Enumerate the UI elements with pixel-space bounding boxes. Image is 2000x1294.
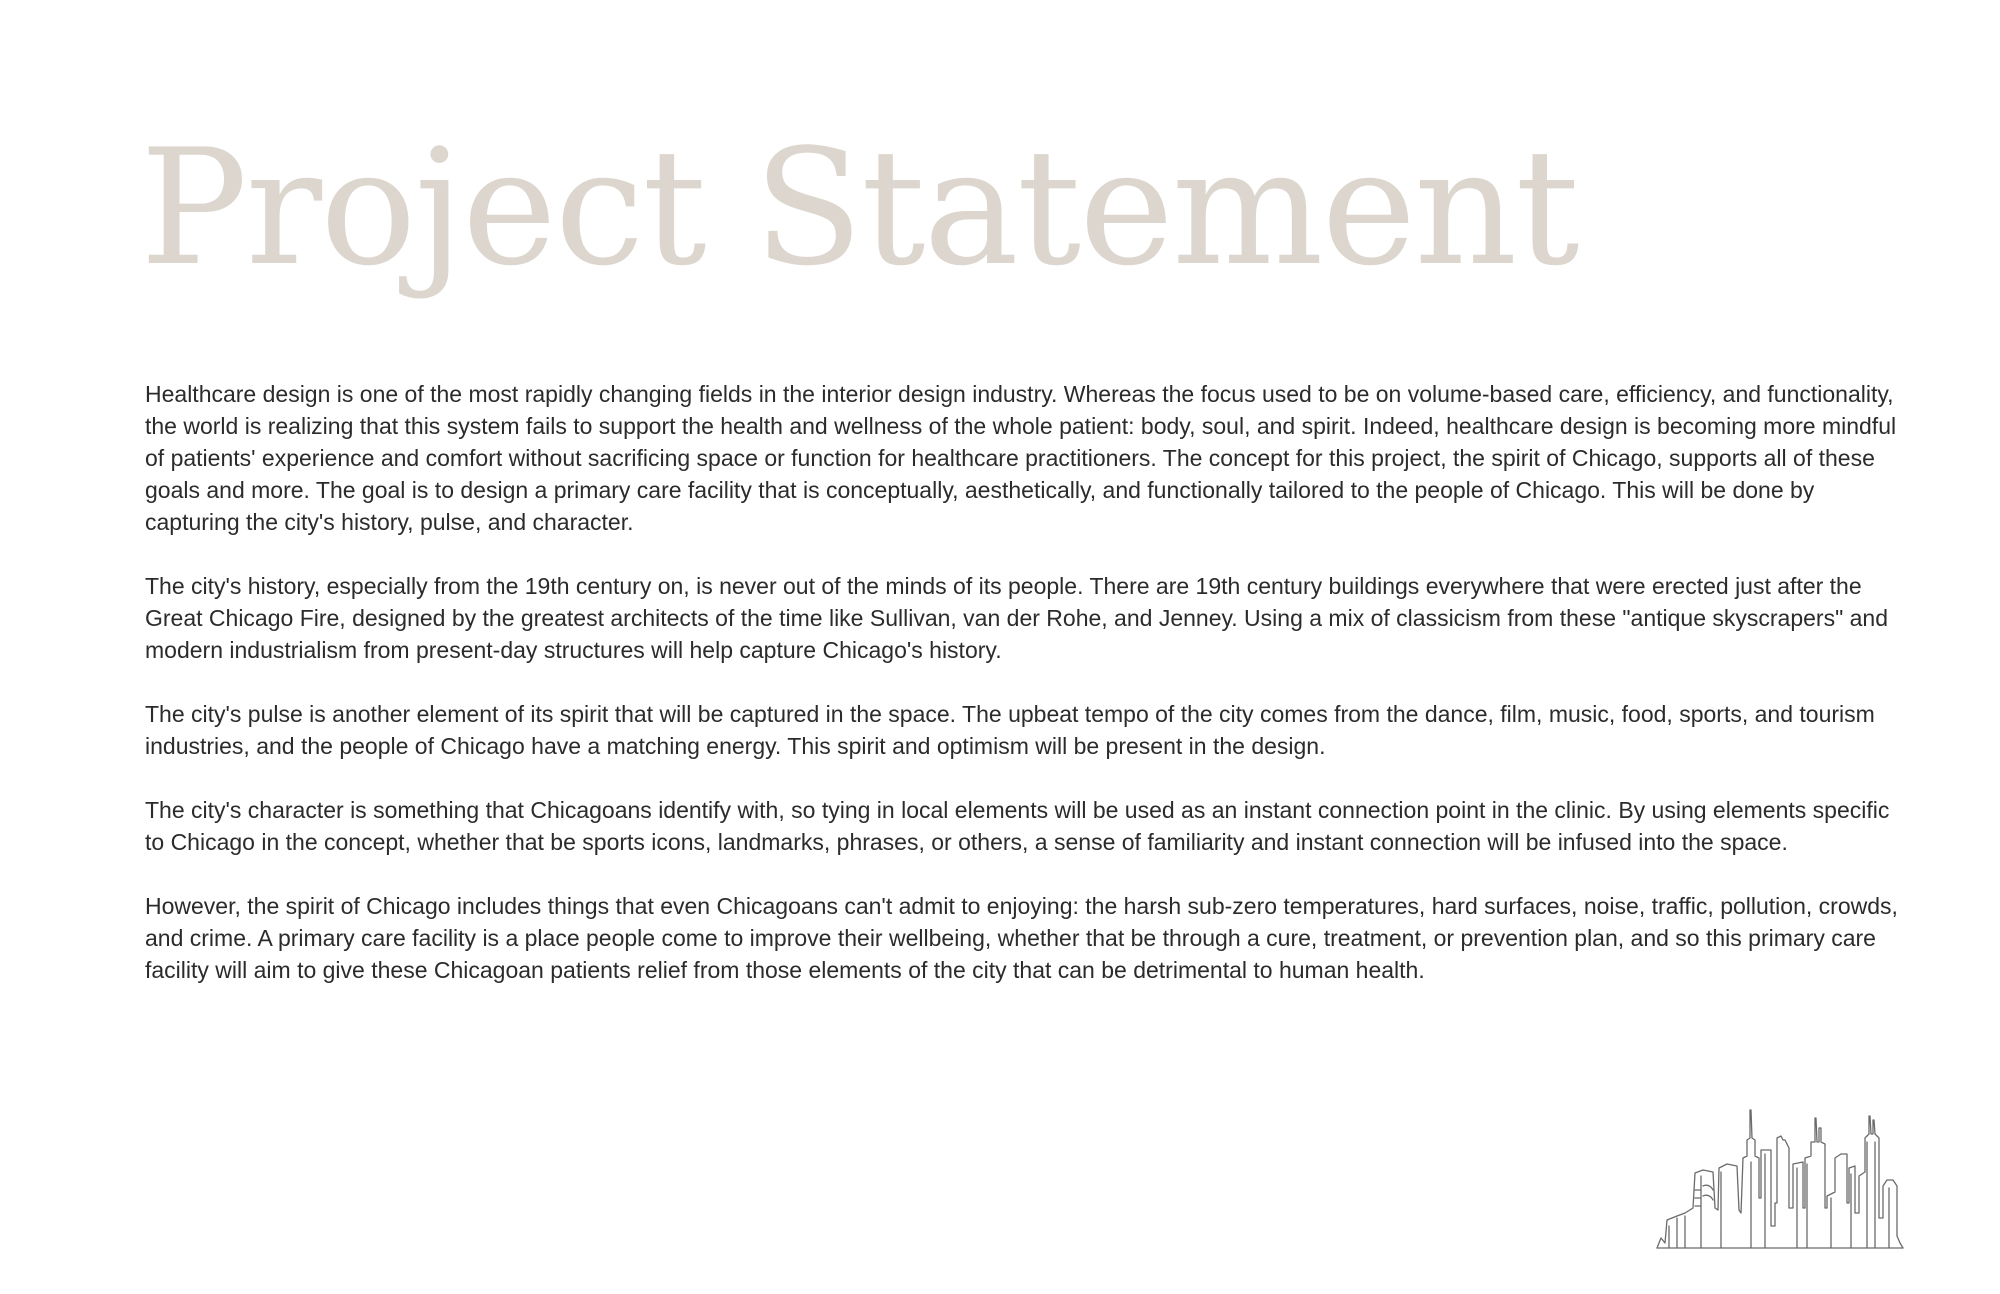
- page-title: Project Statement: [140, 114, 1578, 301]
- paragraph-character: The city's character is something that Chicagoans identify with, so tying in local elements will be used as an instant connection point in the clinic. By using elements specific to Chicago in the concept, whether that be sports icons, landmarks, phrases, or others, a sense of familiarity and instant connection will be infused into the space.: [145, 797, 1890, 855]
- paragraph-history: The city's history, especially from the 19th century on, is never out of the minds of its people. There are 19th century buildings everywhere that were erected just after the Great Chicago Fire, designed by the greatest architects of the time like Sullivan, van der Rohe, and Jenney. Using a mix of classicism from these "antique skyscrapers" and modern industrialism from present-day structures will help capture Chicago's history.: [145, 573, 1889, 663]
- chicago-skyline-icon: [1655, 1098, 1955, 1250]
- paragraph-intro: Healthcare design is one of the most rapidly changing fields in the interior design industry. Whereas the focus used to be on volume-based care, efficiency, and functionality, the world is realizing that this system fails to support the health and wellness of the whole patient: body, soul, and spirit. Indeed, healthcare design is becoming more mindful of patients' experience and comfort without sacrificing space or function for healthcare practitioners. The concept for this project, the spirit of Chicago, supports all of these goals and more. The goal is to design a primary care facility that is conceptually, aesthetically, and functionally tailored to the people of Chicago. This will be done by capturing the city's history, pulse, and character.: [145, 381, 1897, 535]
- statement-body: [145, 378, 1903, 1018]
- paragraph-pulse: The city's pulse is another element of its spirit that will be captured in the space. The upbeat tempo of the city comes from the dance, film, music, food, sports, and tourism industries, and the people of Chicago have a matching energy. This spirit and optimism will be present in the design.: [145, 701, 1875, 759]
- paragraph-relief: However, the spirit of Chicago includes things that even Chicagoans can't admit to enjoying: the harsh sub-zero temperatures, hard surfaces, noise, traffic, pollution, crowds, and crime. A primary care facility is a place people come to improve their wellbeing, whether that be through a cure, treatment, or prevention plan, and so this primary care facility will aim to give these Chicagoan patients relief from those elements of the city that can be detrimental to human health.: [145, 893, 1898, 983]
